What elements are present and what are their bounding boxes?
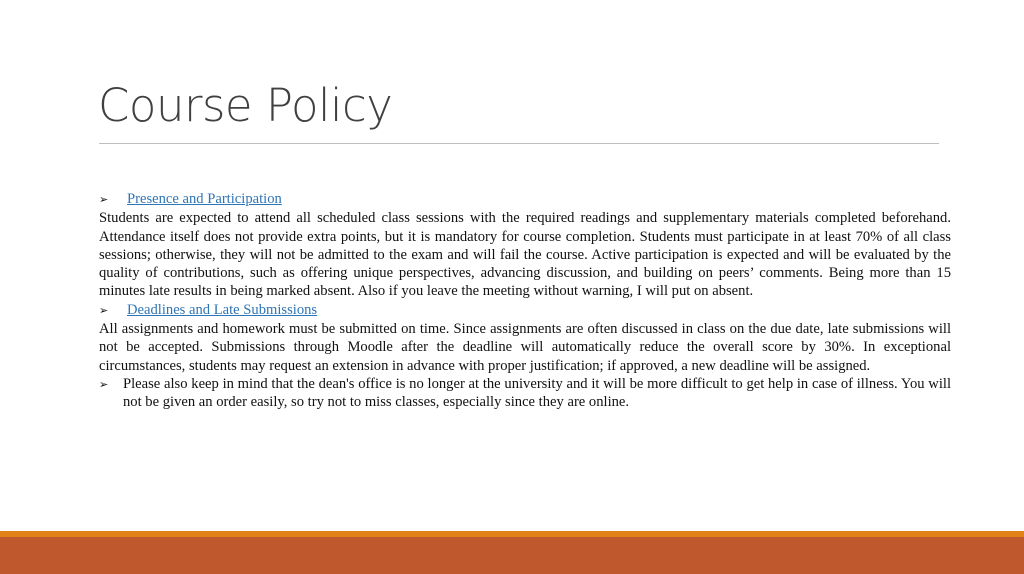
arrow-bullet-icon: ➢ [99, 193, 109, 206]
slide-title: Course Policy [98, 79, 393, 132]
presence-participation-link[interactable]: Presence and Participation [127, 191, 282, 207]
presence-participation-text: Students are expected to attend all scheduled class sessions with the required readings and supplementary materials completed beforehand. Attendance itself does not provide extra points, but it is mandatory for course completion. Students must participate in at least 70% of all class sessions; otherwise, they will not be admitted to the exam and will fail the course. Active participation is expected and will be evaluated by the quality of contributions, such as offering unique perspectives, advancing discussion, and building on peers’ comments. Being more than 15 minutes late results in being marked absent. Also if you leave the meeting without warning, I will put on absent. [99, 210, 951, 300]
deadlines-late-submissions-link[interactable]: Deadlines and Late Submissions [127, 301, 318, 318]
footer-band [0, 537, 1024, 574]
arrow-bullet-icon: ➢ [99, 377, 109, 391]
deans-office-note [99, 375, 951, 412]
title-divider [99, 143, 939, 144]
arrow-bullet-icon: ➢ [99, 303, 109, 317]
deadlines-late-submissions-text: All assignments and homework must be submitted on time. Since assignments are often discussed in class on the due date, late submissions will not be accepted. Submissions through Moodle after the deadline will automatically reduce the overall score by 30%. In exceptional circumstances, students may request an extension in advance with proper justification; if approved, a new deadline will be assigned. [99, 321, 951, 374]
section-heading-presence [99, 190, 951, 209]
section-heading-deadlines [99, 301, 951, 320]
deans-office-note-text: Please also keep in mind that the dean's office is no longer at the university and it will be more difficult to get help in case of illness. You will not be given an order easily, so try not to miss classes, especially since they are online. [123, 375, 951, 411]
slide-body [99, 190, 951, 412]
